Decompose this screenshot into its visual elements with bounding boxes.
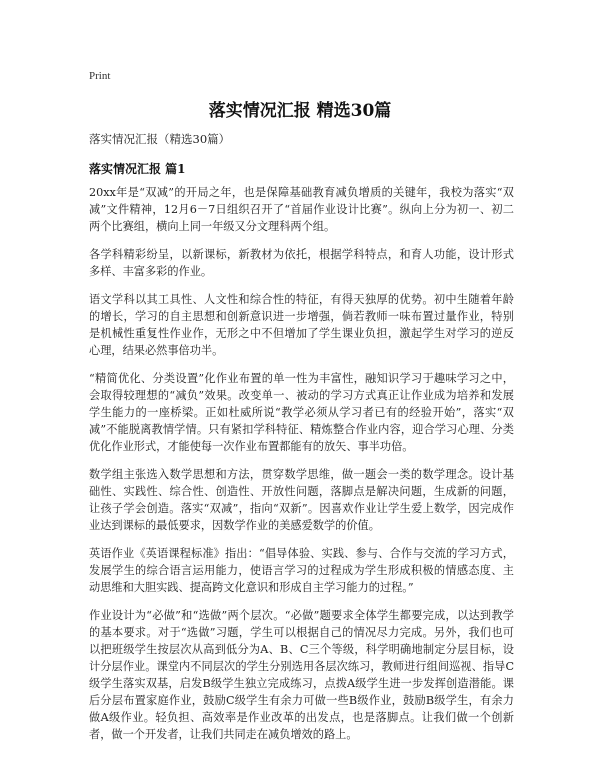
page-title: 落实情况汇报 精选30篇 — [208, 101, 392, 121]
paragraph: 英语作业《英语课程标准》指出：“倡导体验、实践、参与、合作与交流的学习方式，发展学生的综合语言运用能力，使语言学习的过程成为学生形成积极的情感态度、主动思维和大胆实践、提高跨文化意识和形成自主学习能力的过程。” — [89, 547, 514, 594]
document-subtitle: 落实情况汇报（精选30篇） — [89, 132, 231, 146]
paragraph: 数学组主张选入数学思想和方法，贯穿数学思维，做一题会一类的数学理念。设计基础性、实践性、综合性、创造性、开放性问题，落脚点是解决问题，生成新的问题，让孩子学会创造。落实“双减”，指向“双新”。因喜欢作业让学生爱上数学，因完成作业达到课标的最低要求，因数学作业的美感爱数学的价值。 — [89, 468, 514, 532]
paragraph: 20xx年是“双减”的开局之年，也是保障基础教育减负增质的关键年，我校为落实“双减”文件精神，12月6－7日组织召开了“首届作业设计比赛”。纵向上分为初一、初二两个比赛组，横向上同一年级又分文理科两个组。 — [89, 186, 514, 233]
document-body — [89, 184, 514, 754]
print-label: Print — [89, 70, 111, 82]
paragraph: “精简优化、分类设置”化作业布置的单一性为丰富性，融知识学习于趣味学习之中，会取得较理想的“减负”效果。改变单一、被动的学习方式真正让作业成为培养和发展学生能力的一座桥梁。正如杜威所说“教学必须从学习者已有的经验开始”，落实“双减”不能脱离教情学情。只有紧扣学科特征、精炼整合作业内容，迎合学习心理、分类优化作业形式，才能使每一次作业布置都能有的放矢、事半功倍。 — [89, 372, 514, 453]
section-heading: 落实情况汇报 篇1 — [89, 162, 186, 176]
paragraph: 作业设计为“必做”和“选做”两个层次。“必做”题要求全体学生都要完成，以达到教学的基本要求。对于“选做”习题，学生可以根据自己的情况尽力完成。另外，我们也可以把班级学生按层次从高到低分为A、B、C三个等级，科学明确地制定分层目标，设计分层作业。课堂内不同层次的学生分别选用各层次练习，教师进行组间巡视、指导C级学生落实双基，启发B级学生独立完成练习，点拨A级学生进一步发挥创造潜能。课后分层布置家庭作业，鼓励C级学生有余力可做一些B级作业，鼓励B级学生，有余力做A级作业。轻负担、高效率是作业改革的出发点，也是落脚点。让我们做一个创新者，做一个开发者，让我们共同走在减负增效的路上。 — [89, 609, 514, 741]
paragraph: 语文学科以其工具性、人文性和综合性的特征，有得天独厚的优势。初中生随着年龄的增长，学习的自主思想和创新意识进一步增强，倘若教师一味布置过量作业，特别是机械性重复性作业作，无形之中不但增加了学生课业负担，激起学生对学习的逆反心理，结果必然事倍功半。 — [89, 293, 514, 357]
paragraph: 各学科精彩纷呈，以新课标，新教材为依托，根据学科特点，和育人功能，设计形式多样、丰富多彩的作业。 — [89, 248, 514, 278]
